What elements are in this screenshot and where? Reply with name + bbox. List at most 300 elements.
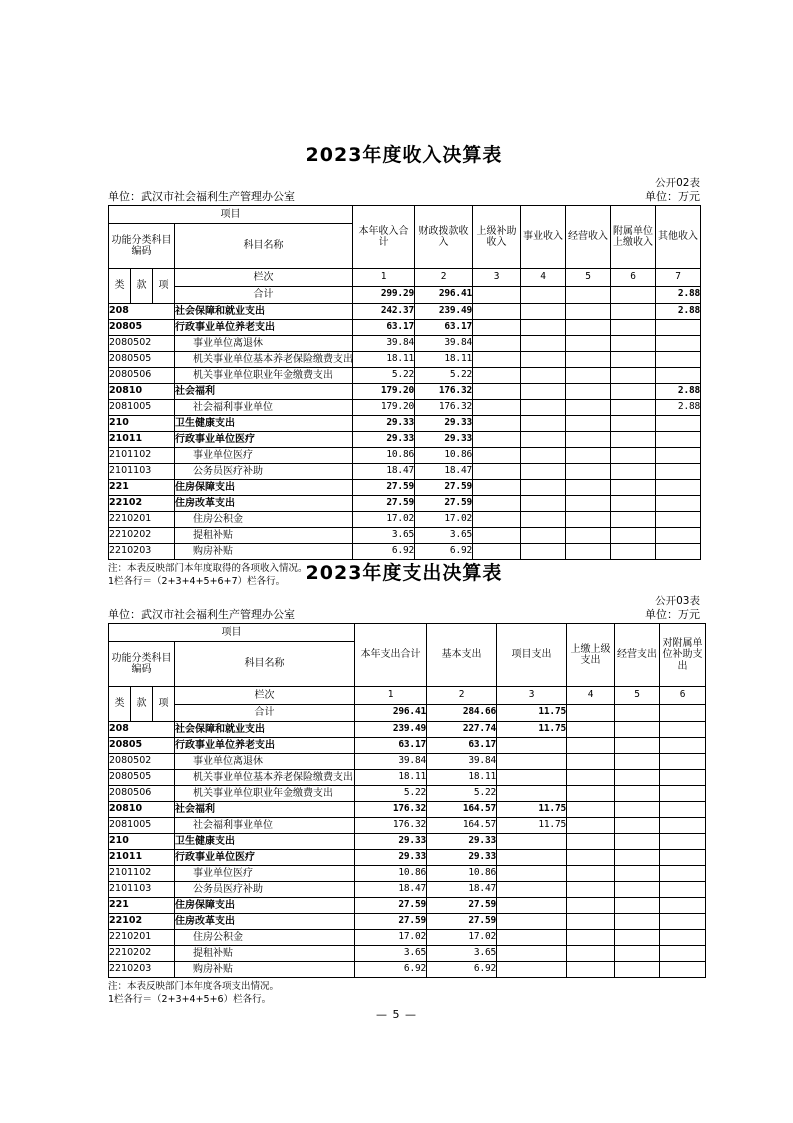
- row-value-5: [615, 882, 660, 898]
- row-value-6: [660, 722, 706, 738]
- row-value-6: [611, 432, 656, 448]
- row-value-4: [521, 464, 566, 480]
- row-value-1: 10.86: [353, 448, 415, 464]
- row-value-2: 5.22: [415, 368, 473, 384]
- row-value-5: [615, 802, 660, 818]
- row-value-2: 18.11: [415, 352, 473, 368]
- income-note-1: 注：本表反映部门本年度取得的各项收入情况。: [108, 563, 308, 574]
- row-value-2: 176.32: [415, 400, 473, 416]
- row-value-6: [611, 512, 656, 528]
- table-row: [109, 400, 701, 416]
- table-row: [109, 786, 706, 802]
- row-subject-name: 社会福利: [175, 802, 355, 818]
- row-value-3: [473, 416, 521, 432]
- row-value-4: [567, 722, 615, 738]
- row-subject-name: 行政事业单位养老支出: [175, 738, 355, 754]
- row-value-3: [497, 850, 567, 866]
- row-subject-name: 社会福利: [175, 384, 353, 400]
- row-value-6: [660, 914, 706, 930]
- row-value-4: [567, 946, 615, 962]
- row-value-7: [656, 320, 701, 336]
- row-subject-name: 卫生健康支出: [175, 834, 355, 850]
- row-value-3: [497, 898, 567, 914]
- income-rank-5: 5: [566, 269, 611, 287]
- expenditure-rank-label: 栏次: [175, 687, 355, 705]
- row-value-3: [473, 528, 521, 544]
- expenditure-total-label: 合计: [175, 704, 355, 722]
- row-value-1: 10.86: [355, 866, 427, 882]
- row-value-3: [497, 754, 567, 770]
- row-value-3: [497, 914, 567, 930]
- row-value-1: 39.84: [355, 754, 427, 770]
- row-value-2: 29.33: [427, 834, 497, 850]
- income-decision-section: [108, 140, 700, 588]
- income-header-col-1: 本年收入合计: [353, 206, 415, 269]
- expenditure-total-value-2: 284.66: [427, 704, 497, 722]
- expenditure-total-row: [109, 704, 706, 722]
- row-value-7: [656, 432, 701, 448]
- row-value-4: [521, 352, 566, 368]
- row-value-1: 176.32: [355, 802, 427, 818]
- row-code: 2081005: [109, 400, 175, 416]
- table-row: [109, 850, 706, 866]
- expenditure-notes: [108, 980, 700, 1006]
- income-header-subject-name: 科目名称: [175, 224, 353, 269]
- expenditure-header-sub-xiang: 项: [153, 687, 175, 722]
- row-value-3: [497, 866, 567, 882]
- row-value-1: 5.22: [355, 786, 427, 802]
- row-code: 210: [109, 834, 175, 850]
- row-value-6: [660, 930, 706, 946]
- row-code: 2080502: [109, 336, 175, 352]
- table-row: [109, 722, 706, 738]
- row-value-5: [615, 866, 660, 882]
- row-value-5: [615, 930, 660, 946]
- expenditure-total-value-1: 296.41: [355, 704, 427, 722]
- row-subject-name: 机关事业单位职业年金缴费支出: [175, 786, 355, 802]
- expenditure-note-2: 1栏各行＝（2+3+4+5+6）栏各行。: [108, 994, 272, 1005]
- row-value-3: [473, 480, 521, 496]
- row-value-5: [615, 946, 660, 962]
- table-row: [109, 834, 706, 850]
- row-value-2: 6.92: [427, 962, 497, 978]
- income-rank-2: 2: [415, 269, 473, 287]
- row-value-1: 63.17: [355, 738, 427, 754]
- table-row: [109, 320, 701, 336]
- row-code: 2080506: [109, 786, 175, 802]
- row-code: 20810: [109, 384, 175, 400]
- row-value-2: 3.65: [427, 946, 497, 962]
- row-value-7: [656, 368, 701, 384]
- expenditure-table-title: 2023年度支出决算表: [305, 562, 503, 584]
- row-code: 221: [109, 898, 175, 914]
- row-value-7: [656, 512, 701, 528]
- income-amount-unit: 单位：万元: [645, 190, 700, 203]
- row-value-5: [566, 496, 611, 512]
- row-subject-name: 行政事业单位医疗: [175, 850, 355, 866]
- row-value-6: [611, 336, 656, 352]
- row-value-4: [567, 738, 615, 754]
- row-value-1: 27.59: [355, 898, 427, 914]
- expenditure-total-value-4: [567, 704, 615, 722]
- income-header-col-7: 其他收入: [656, 206, 701, 269]
- row-value-3: [497, 834, 567, 850]
- row-value-2: 176.32: [415, 384, 473, 400]
- table-row: [109, 802, 706, 818]
- row-value-2: 27.59: [415, 480, 473, 496]
- row-value-4: [567, 914, 615, 930]
- row-value-6: [660, 770, 706, 786]
- row-value-2: 239.49: [415, 304, 473, 320]
- table-row: [109, 528, 701, 544]
- income-rank-3: 3: [473, 269, 521, 287]
- row-value-1: 18.47: [353, 464, 415, 480]
- income-table-title: 2023年度收入决算表: [305, 144, 503, 166]
- row-value-1: 176.32: [355, 818, 427, 834]
- row-value-2: 17.02: [427, 930, 497, 946]
- table-row: [109, 914, 706, 930]
- row-value-4: [521, 336, 566, 352]
- income-total-value-6: [611, 286, 656, 304]
- row-value-4: [521, 448, 566, 464]
- expenditure-rank-1: 1: [355, 687, 427, 705]
- expenditure-note-1: 注：本表反映部门本年度各项支出情况。: [108, 981, 280, 992]
- row-value-2: 63.17: [415, 320, 473, 336]
- row-subject-name: 住房改革支出: [175, 914, 355, 930]
- expenditure-header-subject-name: 科目名称: [175, 642, 355, 687]
- row-value-4: [567, 786, 615, 802]
- row-value-1: 179.20: [353, 384, 415, 400]
- income-total-value-3: [473, 286, 521, 304]
- row-value-1: 29.33: [353, 416, 415, 432]
- expenditure-meta-row: [108, 608, 700, 622]
- row-value-5: [566, 352, 611, 368]
- row-value-3: [473, 336, 521, 352]
- row-value-3: [473, 448, 521, 464]
- table-row: [109, 304, 701, 320]
- income-rank-label: 栏次: [175, 269, 353, 287]
- row-value-3: 11.75: [497, 818, 567, 834]
- row-code: 2210201: [109, 512, 175, 528]
- row-value-2: 164.57: [427, 802, 497, 818]
- row-value-1: 27.59: [353, 480, 415, 496]
- table-row: [109, 368, 701, 384]
- income-table-body: [109, 304, 701, 560]
- row-code: 2101102: [109, 448, 175, 464]
- income-header-col-5: 经营收入: [566, 206, 611, 269]
- income-total-value-1: 299.29: [353, 286, 415, 304]
- row-subject-name: 事业单位医疗: [175, 866, 355, 882]
- expenditure-header-col-5: 经营支出: [615, 624, 660, 687]
- row-subject-name: 机关事业单位职业年金缴费支出: [175, 368, 353, 384]
- row-subject-name: 机关事业单位基本养老保险缴费支出: [175, 352, 353, 368]
- row-value-4: [567, 882, 615, 898]
- income-rank-4: 4: [521, 269, 566, 287]
- row-value-5: [615, 834, 660, 850]
- table-row: [109, 416, 701, 432]
- row-value-1: 18.47: [355, 882, 427, 898]
- row-value-2: 29.33: [415, 432, 473, 448]
- row-value-5: [615, 738, 660, 754]
- row-value-7: [656, 336, 701, 352]
- row-value-6: [660, 802, 706, 818]
- income-table-head: [109, 206, 701, 304]
- income-total-value-2: 296.41: [415, 286, 473, 304]
- row-value-5: [615, 962, 660, 978]
- expenditure-form-number: 公开03表: [655, 595, 700, 607]
- row-value-1: 39.84: [353, 336, 415, 352]
- row-value-2: 227.74: [427, 722, 497, 738]
- row-value-4: [521, 496, 566, 512]
- income-unit-label: 单位：武汉市社会福利生产管理办公室: [108, 190, 295, 203]
- row-subject-name: 住房改革支出: [175, 496, 353, 512]
- row-value-5: [566, 368, 611, 384]
- row-subject-name: 行政事业单位医疗: [175, 432, 353, 448]
- row-value-1: 29.33: [353, 432, 415, 448]
- row-value-2: 5.22: [427, 786, 497, 802]
- income-total-value-4: [521, 286, 566, 304]
- row-value-1: 242.37: [353, 304, 415, 320]
- row-value-5: [615, 770, 660, 786]
- row-code: 21011: [109, 850, 175, 866]
- row-value-6: [611, 448, 656, 464]
- row-value-4: [521, 528, 566, 544]
- row-subject-name: 住房公积金: [175, 512, 353, 528]
- row-code: 2101103: [109, 882, 175, 898]
- income-total-label: 合计: [175, 286, 353, 304]
- row-value-3: [473, 432, 521, 448]
- row-code: 20805: [109, 320, 175, 336]
- row-value-7: [656, 480, 701, 496]
- row-value-7: [656, 496, 701, 512]
- row-value-6: [611, 368, 656, 384]
- table-row: [109, 882, 706, 898]
- table-row: [109, 448, 701, 464]
- row-code: 2210202: [109, 528, 175, 544]
- income-note-2: 1栏各行＝（2+3+4+5+6+7）栏各行。: [108, 576, 286, 587]
- row-value-1: 239.49: [355, 722, 427, 738]
- row-value-3: [497, 962, 567, 978]
- row-value-4: [521, 432, 566, 448]
- table-row: [109, 898, 706, 914]
- row-value-1: 179.20: [353, 400, 415, 416]
- row-value-1: 17.02: [353, 512, 415, 528]
- row-value-5: [566, 400, 611, 416]
- row-value-6: [660, 866, 706, 882]
- row-value-4: [521, 368, 566, 384]
- row-value-1: 29.33: [355, 834, 427, 850]
- row-value-5: [566, 448, 611, 464]
- row-value-3: 11.75: [497, 722, 567, 738]
- row-value-6: [660, 818, 706, 834]
- row-subject-name: 机关事业单位基本养老保险缴费支出: [175, 770, 355, 786]
- row-value-7: [656, 448, 701, 464]
- row-value-3: 11.75: [497, 802, 567, 818]
- table-row: [109, 930, 706, 946]
- income-rank-6: 6: [611, 269, 656, 287]
- expenditure-header-col-4: 上缴上级支出: [567, 624, 615, 687]
- row-value-4: [567, 802, 615, 818]
- row-value-3: [473, 304, 521, 320]
- row-code: 22102: [109, 914, 175, 930]
- expenditure-rank-4: 4: [567, 687, 615, 705]
- expenditure-rank-5: 5: [615, 687, 660, 705]
- row-value-3: [473, 496, 521, 512]
- row-subject-name: 社会保障和就业支出: [175, 304, 353, 320]
- row-value-3: [497, 738, 567, 754]
- expenditure-decision-section: [108, 558, 703, 1006]
- row-code: 20805: [109, 738, 175, 754]
- row-value-4: [521, 512, 566, 528]
- expenditure-total-value-3: 11.75: [497, 704, 567, 722]
- row-value-5: [615, 898, 660, 914]
- row-code: 2210203: [109, 544, 175, 560]
- row-value-2: 18.47: [427, 882, 497, 898]
- row-value-3: [473, 352, 521, 368]
- row-value-5: [615, 914, 660, 930]
- row-value-7: 2.88: [656, 384, 701, 400]
- row-value-6: [611, 320, 656, 336]
- row-subject-name: 社会福利事业单位: [175, 400, 353, 416]
- row-value-6: [660, 786, 706, 802]
- income-meta-row: [108, 190, 700, 204]
- row-value-1: 6.92: [355, 962, 427, 978]
- expenditure-table-head: [109, 624, 706, 722]
- row-value-2: 29.33: [415, 416, 473, 432]
- table-row: [109, 946, 706, 962]
- row-value-5: [566, 480, 611, 496]
- row-value-2: 29.33: [427, 850, 497, 866]
- row-value-4: [521, 400, 566, 416]
- page-number: — 5 —: [376, 1008, 417, 1021]
- income-header-col-2: 财政拨款收入: [415, 206, 473, 269]
- row-value-6: [660, 834, 706, 850]
- table-row: [109, 464, 701, 480]
- row-code: 2080502: [109, 754, 175, 770]
- expenditure-header-project-group: 项目: [109, 624, 355, 642]
- row-value-2: 39.84: [427, 754, 497, 770]
- row-code: 208: [109, 304, 175, 320]
- expenditure-header-col-1: 本年支出合计: [355, 624, 427, 687]
- income-header-code-group: 功能分类科目编码: [109, 224, 175, 269]
- row-value-4: [521, 304, 566, 320]
- row-value-4: [567, 818, 615, 834]
- row-code: 221: [109, 480, 175, 496]
- row-value-4: [567, 754, 615, 770]
- row-value-1: 63.17: [353, 320, 415, 336]
- row-value-6: [660, 946, 706, 962]
- income-total-value-5: [566, 286, 611, 304]
- income-header-col-6: 附属单位上缴收入: [611, 206, 656, 269]
- row-value-5: [615, 850, 660, 866]
- income-header-sub-lei: 类: [109, 269, 131, 304]
- row-value-2: 27.59: [415, 496, 473, 512]
- row-value-6: [611, 480, 656, 496]
- row-subject-name: 社会福利事业单位: [175, 818, 355, 834]
- row-value-6: [611, 528, 656, 544]
- row-value-4: [521, 480, 566, 496]
- row-value-1: 5.22: [353, 368, 415, 384]
- table-row: [109, 352, 701, 368]
- row-subject-name: 社会保障和就业支出: [175, 722, 355, 738]
- row-subject-name: 购房补贴: [175, 544, 353, 560]
- row-value-2: 63.17: [427, 738, 497, 754]
- row-value-5: [566, 512, 611, 528]
- row-value-4: [567, 834, 615, 850]
- row-subject-name: 提租补贴: [175, 528, 353, 544]
- row-subject-name: 住房公积金: [175, 930, 355, 946]
- row-subject-name: 提租补贴: [175, 946, 355, 962]
- row-value-5: [615, 754, 660, 770]
- row-value-4: [521, 384, 566, 400]
- row-subject-name: 购房补贴: [175, 962, 355, 978]
- row-value-6: [660, 738, 706, 754]
- row-value-4: [567, 930, 615, 946]
- row-value-4: [521, 320, 566, 336]
- row-value-7: 2.88: [656, 400, 701, 416]
- row-subject-name: 住房保障支出: [175, 898, 355, 914]
- income-header-sub-xiang: 项: [153, 269, 175, 304]
- row-code: 20810: [109, 802, 175, 818]
- income-header-sub-kuan: 款: [131, 269, 153, 304]
- table-row: [109, 770, 706, 786]
- row-code: 2080505: [109, 352, 175, 368]
- row-value-5: [615, 818, 660, 834]
- row-value-5: [566, 336, 611, 352]
- table-row: [109, 738, 706, 754]
- expenditure-header-sub-kuan: 款: [131, 687, 153, 722]
- table-row: [109, 384, 701, 400]
- table-row: [109, 336, 701, 352]
- row-value-2: 10.86: [427, 866, 497, 882]
- row-value-1: 29.33: [355, 850, 427, 866]
- row-value-1: 27.59: [355, 914, 427, 930]
- row-value-5: [615, 786, 660, 802]
- row-code: 2080506: [109, 368, 175, 384]
- row-subject-name: 事业单位离退休: [175, 754, 355, 770]
- row-value-5: [566, 384, 611, 400]
- row-value-1: 3.65: [355, 946, 427, 962]
- row-value-5: [615, 722, 660, 738]
- row-value-3: [473, 368, 521, 384]
- income-header-project-group: 项目: [109, 206, 353, 224]
- row-value-3: [497, 946, 567, 962]
- row-value-6: [660, 962, 706, 978]
- row-value-1: 18.11: [355, 770, 427, 786]
- row-value-6: [611, 464, 656, 480]
- expenditure-amount-unit: 单位：万元: [645, 608, 700, 621]
- row-value-7: [656, 528, 701, 544]
- expenditure-total-value-6: [660, 704, 706, 722]
- row-value-1: 27.59: [353, 496, 415, 512]
- row-value-6: [660, 882, 706, 898]
- row-value-2: 39.84: [415, 336, 473, 352]
- table-row: [109, 754, 706, 770]
- income-decision-table: [108, 205, 701, 560]
- expenditure-header-col-6: 对附属单位补助支出: [660, 624, 706, 687]
- row-subject-name: 公务员医疗补助: [175, 882, 355, 898]
- row-value-2: 3.65: [415, 528, 473, 544]
- row-value-3: [497, 770, 567, 786]
- row-value-7: 2.88: [656, 304, 701, 320]
- row-value-7: [656, 352, 701, 368]
- income-rank-1: 1: [353, 269, 415, 287]
- row-value-6: [611, 384, 656, 400]
- row-value-6: [660, 850, 706, 866]
- table-row: [109, 496, 701, 512]
- income-form-number: 公开02表: [655, 177, 700, 189]
- row-value-1: 18.11: [353, 352, 415, 368]
